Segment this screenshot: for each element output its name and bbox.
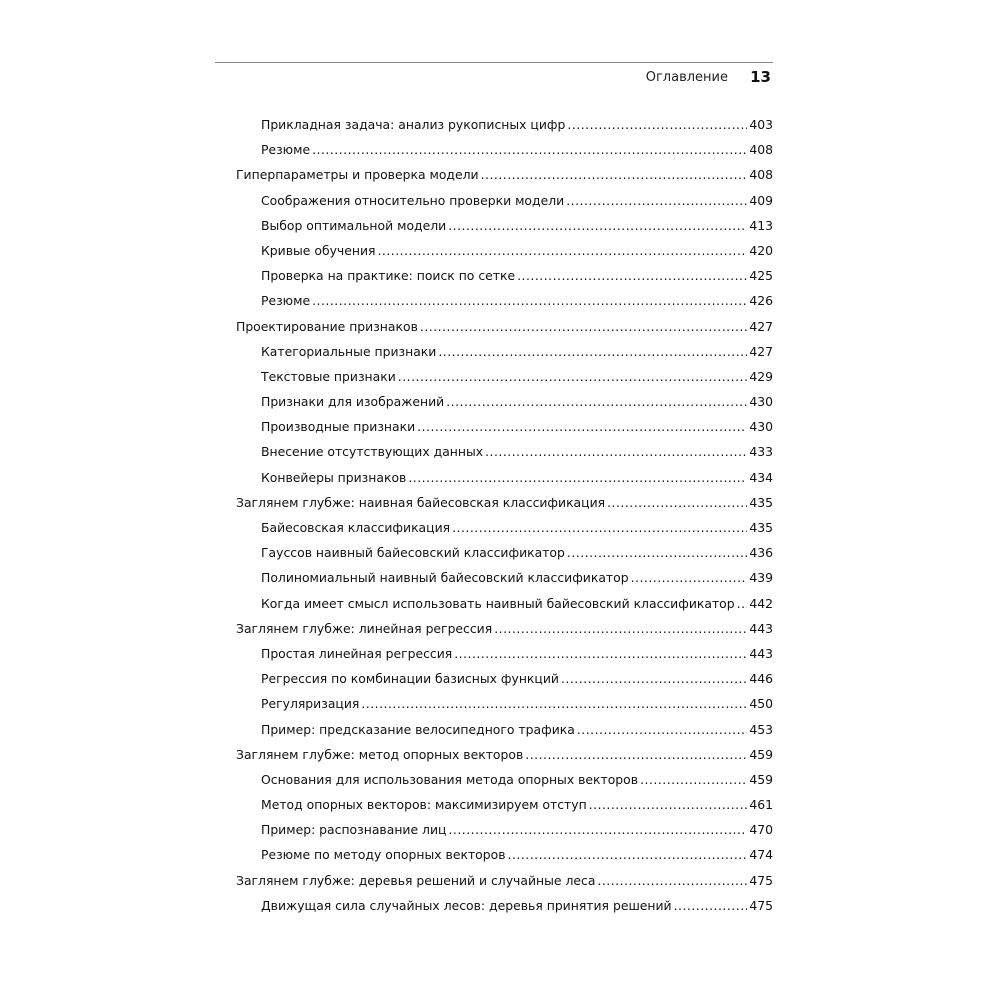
toc-entry-title: Производные признаки (261, 419, 416, 435)
toc-entry-title: Метод опорных векторов: максимизируем отступ (261, 797, 587, 813)
toc-subsection-entry (215, 142, 773, 167)
toc-subsection-entry (215, 470, 773, 495)
toc-dot-leader (438, 344, 747, 359)
toc-entry-title: Внесение отсутствующих данных (261, 444, 484, 460)
toc-dot-leader (577, 722, 748, 737)
toc-entry-title: Регрессия по комбинации базисных функций (261, 671, 559, 687)
toc-entry-page: 442 (749, 595, 773, 611)
toc-subsection-entry (215, 394, 773, 419)
toc-dot-leader (561, 671, 747, 686)
toc-entry-page: 420 (749, 242, 773, 258)
toc-section-entry (215, 621, 773, 646)
toc-entry-title: Регуляризация (261, 696, 360, 712)
toc-entry-title: Основания для использования метода опорных векторов (261, 771, 639, 787)
toc-entry-page: 430 (749, 394, 773, 410)
toc-entry-title: Движущая сила случайных лесов: деревья принятия решений (261, 897, 672, 913)
toc-dot-leader (508, 847, 748, 862)
toc-dot-leader (597, 873, 747, 888)
toc-entry-page: 443 (749, 645, 773, 661)
toc-section-entry (215, 495, 773, 520)
toc-entry-title: Гауссов наивный байесовский классификатор (261, 545, 565, 561)
toc-subsection-entry (215, 293, 773, 318)
toc-dot-leader (377, 243, 747, 258)
toc-entry-page: 430 (749, 419, 773, 435)
toc-subsection-entry (215, 772, 773, 797)
toc-entry-title: Полиномиальный наивный байесовский классификатор (261, 570, 629, 586)
toc-dot-leader (589, 797, 748, 812)
toc-section-entry (215, 873, 773, 898)
toc-section-entry (215, 747, 773, 772)
toc-entry-page: 425 (749, 268, 773, 284)
toc-subsection-entry (215, 722, 773, 747)
toc-dot-leader (454, 646, 747, 661)
toc-dot-leader (674, 898, 748, 913)
toc-dot-leader (452, 520, 747, 535)
toc-entry-page: 408 (749, 167, 773, 183)
toc-dot-leader (420, 319, 747, 334)
toc-subsection-entry (215, 444, 773, 469)
toc-dot-leader (567, 545, 747, 560)
toc-entry-page: 435 (749, 520, 773, 535)
toc-entry-page: 434 (749, 469, 773, 485)
running-header (215, 67, 773, 95)
header-page-number: 13 (750, 68, 771, 86)
toc-entry-page: 474 (749, 847, 773, 863)
toc-entry-page: 475 (749, 872, 773, 888)
toc-subsection-entry (215, 898, 773, 923)
toc-subsection-entry (215, 822, 773, 847)
toc-entry-title: Заглянем глубже: метод опорных векторов (236, 746, 524, 762)
toc-subsection-entry (215, 847, 773, 872)
toc-subsection-entry (215, 570, 773, 595)
toc-subsection-entry (215, 344, 773, 369)
toc-entry-page: 435 (749, 494, 773, 510)
toc-subsection-entry (215, 696, 773, 721)
toc-subsection-entry (215, 193, 773, 218)
toc-dot-leader (408, 470, 747, 485)
toc-subsection-entry (215, 419, 773, 444)
toc-entry-title: Признаки для изображений (261, 394, 445, 410)
toc-dot-leader (361, 696, 747, 711)
toc-entry-page: 450 (749, 696, 773, 712)
book-page (215, 62, 773, 913)
toc-dot-leader (737, 596, 748, 611)
toc-entry-page: 459 (749, 746, 773, 762)
toc-entry-page: 436 (749, 545, 773, 561)
toc-entry-page: 408 (749, 142, 773, 158)
toc-entry-page: 429 (749, 368, 773, 384)
header-title: Оглавление (645, 70, 728, 85)
toc-entry-page: 426 (749, 293, 773, 309)
toc-entry-title: Пример: распознавание лиц (261, 822, 447, 838)
toc-entry-page: 461 (749, 797, 773, 813)
toc-dot-leader (517, 268, 747, 283)
toc-subsection-entry (215, 545, 773, 570)
toc-entry-page: 459 (749, 771, 773, 787)
toc-subsection-entry (215, 268, 773, 293)
toc-entry-title: Гиперпараметры и проверка модели (236, 167, 479, 183)
toc-subsection-entry (215, 646, 773, 671)
toc-entry-title: Простая линейная регрессия (261, 645, 453, 661)
toc-entry-title: Соображения относительно проверки модели (261, 192, 565, 208)
toc-entry-page: 403 (749, 117, 773, 132)
toc-subsection-entry (215, 117, 773, 142)
toc-section-entry (215, 319, 773, 344)
toc-entry-page: 427 (749, 318, 773, 334)
toc-dot-leader (446, 394, 747, 409)
toc-entry-title: Резюме по методу опорных векторов (261, 847, 506, 863)
toc-subsection-entry (215, 520, 773, 545)
toc-subsection-entry (215, 596, 773, 621)
toc-dot-leader (607, 495, 747, 510)
toc-subsection-entry (215, 369, 773, 394)
toc-entry-title: Проектирование признаков (236, 318, 418, 334)
toc-entry-title: Текстовые признаки (261, 368, 396, 384)
toc-dot-leader (566, 193, 747, 208)
toc-dot-leader (312, 142, 747, 157)
toc-entry-title: Резюме (261, 293, 311, 309)
toc-entry-title: Кривые обучения (261, 242, 376, 258)
toc-dot-leader (525, 747, 747, 762)
toc-entry-title: Категориальные признаки (261, 343, 437, 359)
header-rule (215, 62, 773, 63)
toc-entry-title: Заглянем глубже: наивная байесовская классификация (236, 494, 606, 510)
toc-entry-title: Когда имеет смысл использовать наивный байесовский классификатор (261, 595, 735, 611)
toc-entry-page: 446 (749, 671, 773, 687)
toc-entry-title: Проверка на практике: поиск по сетке (261, 268, 516, 284)
toc-dot-leader (448, 822, 747, 837)
toc-entry-page: 433 (749, 444, 773, 460)
toc-entry-page: 409 (749, 192, 773, 208)
toc-dot-leader (567, 117, 747, 132)
toc-entry-page: 453 (749, 721, 773, 737)
toc-entry-title: Заглянем глубже: деревья решений и случайные леса (236, 872, 596, 888)
toc-entry-title: Конвейеры признаков (261, 469, 407, 485)
toc-subsection-entry (215, 218, 773, 243)
toc-entry-title: Выбор оптимальной модели (261, 217, 447, 233)
toc-dot-leader (448, 218, 747, 233)
toc-dot-leader (398, 369, 748, 384)
toc-entry-page: 475 (749, 897, 773, 913)
toc-dot-leader (312, 293, 747, 308)
toc-entry-title: Байесовская классификация (261, 520, 451, 535)
toc-entry-page: 413 (749, 217, 773, 233)
table-of-contents (215, 117, 773, 923)
toc-subsection-entry (215, 243, 773, 268)
toc-dot-leader (417, 419, 747, 434)
toc-dot-leader (494, 621, 747, 636)
toc-entry-title: Пример: предсказание велосипедного трафика (261, 721, 575, 737)
toc-dot-leader (640, 772, 747, 787)
toc-dot-leader (631, 570, 748, 585)
toc-dot-leader (485, 444, 747, 459)
toc-subsection-entry (215, 797, 773, 822)
toc-section-entry (215, 167, 773, 192)
toc-entry-title: Заглянем глубже: линейная регрессия (236, 620, 493, 636)
toc-entry-page: 443 (749, 620, 773, 636)
toc-entry-page: 427 (749, 343, 773, 359)
toc-entry-title: Прикладная задача: анализ рукописных цифр (261, 117, 566, 132)
toc-dot-leader (481, 167, 748, 182)
toc-entry-page: 470 (749, 822, 773, 838)
toc-subsection-entry (215, 671, 773, 696)
toc-entry-page: 439 (749, 570, 773, 586)
toc-entry-title: Резюме (261, 142, 311, 158)
